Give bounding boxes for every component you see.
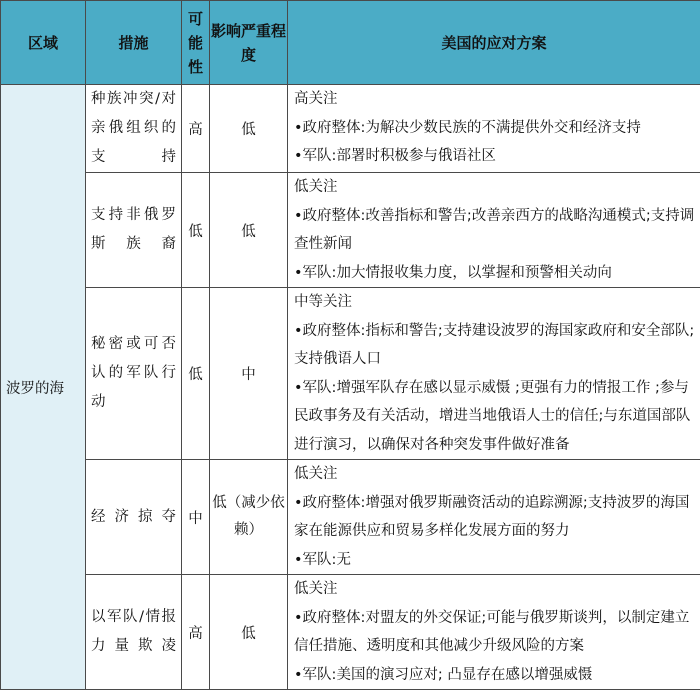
response-cell <box>288 288 700 460</box>
table-row <box>1 173 700 288</box>
header-likelihood: 可能性 <box>182 1 210 85</box>
likelihood-cell: 高 <box>182 85 210 173</box>
response-government: •政府整体:改善指标和警告;改善亲西方的战略沟通模式;支持调查性新闻 <box>294 202 696 259</box>
response-government: •政府整体:对盟友的外交保证;可能与俄罗斯谈判，以制定建立信任措施、透明度和其他减少升级风险的方案 <box>294 604 696 661</box>
response-cell <box>288 575 700 690</box>
measure-cell: 经济掠夺 <box>86 460 182 575</box>
response-level: 低关注 <box>294 173 696 202</box>
header-region: 区域 <box>1 1 86 85</box>
likelihood-cell: 低 <box>182 288 210 460</box>
impact-cell: 中 <box>210 288 288 460</box>
measure-cell: 种族冲突/对亲俄组织的支持 <box>86 85 182 173</box>
response-level: 低关注 <box>294 575 696 604</box>
header-response: 美国的应对方案 <box>288 1 700 85</box>
response-government: •政府整体:为解决少数民族的不满提供外交和经济支持 <box>294 114 696 143</box>
response-cell <box>288 460 700 575</box>
measure-cell: 以军队/情报力量欺凌 <box>86 575 182 690</box>
table-row <box>1 85 700 173</box>
impact-cell: 低 <box>210 575 288 690</box>
response-government: •政府整体:增强对俄罗斯融资活动的追踪溯源;支持波罗的海国家在能源供应和贸易多样化发展方面的努力 <box>294 489 696 546</box>
likelihood-cell: 低 <box>182 173 210 288</box>
region-cell: 波罗的海 <box>1 85 86 690</box>
response-military: •军队:无 <box>294 546 696 575</box>
impact-cell: 低 <box>210 173 288 288</box>
response-level: 高关注 <box>294 85 696 114</box>
response-government: •政府整体:指标和警告;支持建设波罗的海国家政府和安全部队;支持俄语人口 <box>294 317 696 374</box>
likelihood-cell: 中 <box>182 460 210 575</box>
header-impact: 影响严重程度 <box>210 1 288 85</box>
impact-cell: 低（减少依赖） <box>210 460 288 575</box>
response-cell <box>288 85 700 173</box>
response-military: •军队:增强军队存在感以显示威慑 ;更强有力的情报工作 ;参与民政事务及有关活动，增进当地俄语人士的信任;与东道国部队进行演习，以确保对各种突发事件做好准备 <box>294 374 696 460</box>
table-row <box>1 460 700 575</box>
table-row <box>1 575 700 690</box>
response-military: •军队:部署时积极参与俄语社区 <box>294 142 696 171</box>
likelihood-cell: 高 <box>182 575 210 690</box>
response-level: 中等关注 <box>294 288 696 317</box>
response-level: 低关注 <box>294 460 696 489</box>
measure-cell: 秘密或可否认的军队行动 <box>86 288 182 460</box>
table-row <box>1 288 700 460</box>
response-military: •军队:美国的演习应对; 凸显存在感以增强威慑 <box>294 661 696 690</box>
response-cell <box>288 173 700 288</box>
header-row <box>1 1 700 85</box>
impact-cell: 低 <box>210 85 288 173</box>
measure-cell: 支持非俄罗斯族裔 <box>86 173 182 288</box>
header-measure: 措施 <box>86 1 182 85</box>
response-military: •军队:加大情报收集力度，以掌握和预警相关动向 <box>294 259 696 288</box>
